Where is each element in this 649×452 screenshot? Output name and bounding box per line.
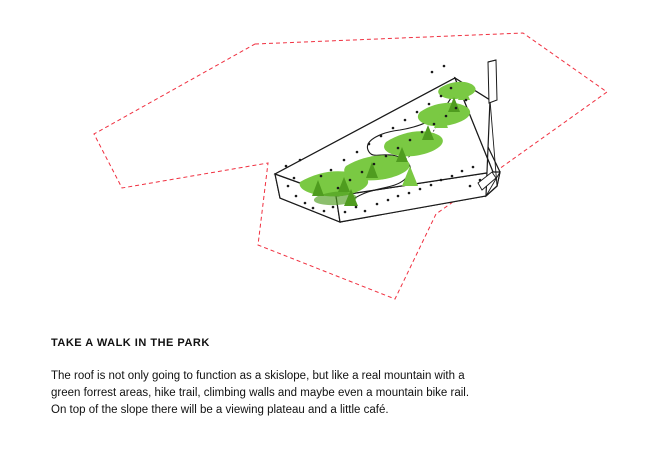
caption-block bbox=[51, 336, 591, 419]
caption-line-3: On top of the slope there will be a viewing plateau and a little café. bbox=[51, 404, 389, 416]
caption-body bbox=[51, 368, 521, 419]
caption-line-2: green forrest areas, hike trail, climbing walls and maybe even a mountain bike rail. bbox=[51, 387, 470, 399]
caption-line-1: The roof is not only going to function as a skislope, but like a real mountain with a bbox=[51, 370, 465, 382]
caption-title: TAKE A WALK IN THE PARK bbox=[51, 337, 210, 349]
chimney bbox=[488, 60, 497, 103]
